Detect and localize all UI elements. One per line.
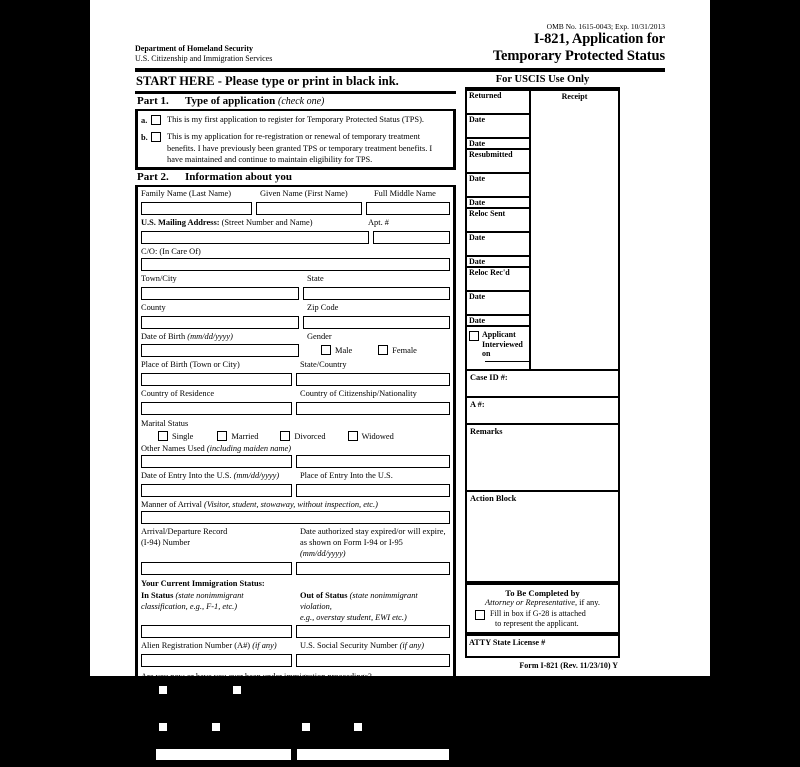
input-family-name[interactable] [141, 202, 252, 215]
label-alien-number-note: (if any) [252, 641, 277, 651]
proceedings-option-exclusion[interactable] [158, 722, 204, 732]
part1-option-b[interactable] [138, 128, 453, 167]
document-header [135, 22, 665, 65]
name-fields-row [138, 202, 453, 217]
marital-options [138, 430, 453, 443]
input-ssn[interactable] [296, 654, 450, 667]
form-sheet [135, 22, 665, 767]
label-receipt: Receipt [561, 92, 588, 102]
checkbox-no[interactable] [232, 685, 242, 695]
label-authorized-stay [300, 526, 450, 560]
checkbox-married[interactable] [217, 431, 227, 441]
option-a-text: This is my first application to register for Temporary Protected Status (TPS). [167, 115, 424, 125]
field-resubmitted[interactable]: Resubmitted [467, 150, 529, 174]
proceedings-option-yes[interactable] [158, 685, 184, 695]
label-female: Female [392, 345, 417, 355]
label-given-name: Given Name (First Name) [260, 188, 348, 198]
label-date-of-entry [141, 470, 296, 482]
receipt-column[interactable] [531, 91, 618, 369]
label-date-proceedings-format: (mm/dd/yyyy) [370, 735, 416, 745]
checkbox-yes[interactable] [158, 685, 168, 695]
label-current-status-title: Your Current Immigration Status: [141, 578, 265, 588]
label-yes: Yes [172, 685, 185, 695]
label-exclusion: Exclusion [172, 722, 204, 732]
country-fields [138, 402, 453, 417]
proceedings-option-removal[interactable] [211, 722, 294, 732]
input-state[interactable] [303, 287, 450, 300]
label-ssn [300, 640, 450, 652]
label-single: Single [172, 431, 194, 441]
checkbox-male[interactable] [321, 345, 331, 355]
label-other-names [138, 443, 453, 455]
marital-option-married[interactable] [217, 431, 258, 441]
checkbox-applicant-interviewed[interactable] [469, 331, 479, 341]
label-mailing-address [141, 217, 358, 229]
label-alien-number-text: Alien Registration Number (A#) [141, 641, 251, 651]
label-out-status-note1: (state nonimmigrant violation, [300, 590, 418, 611]
label-other-names-note: (including maiden name) [206, 444, 292, 454]
label-manner-note: (Visitor, student, stowaway, without inspection, etc.) [204, 500, 378, 510]
remarks-box[interactable] [465, 425, 620, 492]
part1-title: Type of application [185, 95, 276, 108]
field-reloc-recd-date-1[interactable]: Date [467, 292, 529, 316]
input-authorized-stay-date[interactable] [296, 562, 450, 575]
option-b-text: This is my application for re-registration or renewal of temporary treatment benefits. I have previously been granted TPS or temporary treatment benefits. I have maintained and continue to maintain eligibility for TPS. [167, 132, 433, 164]
label-county: County [141, 302, 166, 312]
case-id-box[interactable] [465, 371, 620, 398]
returned-receipt-split [467, 91, 618, 369]
checkbox-g28-attached[interactable] [475, 610, 485, 620]
marital-option-single[interactable] [158, 431, 193, 441]
label-authorized-line2-text: as shown on Form I-94 or I-95 [300, 537, 403, 547]
field-reloc-sent-date-1[interactable]: Date [467, 233, 529, 257]
label-a-number: A #: [470, 400, 485, 410]
applicant-interviewed-line1: Applicant [482, 330, 516, 340]
attorney-subtitle-italic: Attorney or Representative [485, 598, 575, 608]
input-county[interactable] [141, 316, 299, 329]
input-i94-number[interactable] [141, 562, 292, 575]
g28-label [490, 609, 586, 629]
county-zip-fields [138, 316, 453, 331]
label-in-status-note1: (state nonimmigrant [175, 590, 244, 600]
input-apt-number[interactable] [373, 231, 450, 244]
label-no: No [246, 685, 257, 695]
label-remarks: Remarks [470, 427, 503, 437]
town-state-fields [138, 287, 453, 302]
label-case-id: Case ID #: [470, 373, 508, 383]
label-removal-deportation: Removal/Deportation [225, 722, 295, 732]
field-reloc-sent[interactable]: Reloc Sent [467, 209, 529, 233]
gender-option-female[interactable] [378, 345, 417, 355]
label-mailing-address-note: (Street Number and Name) [221, 217, 313, 227]
attorney-title: To Be Completed by [505, 588, 580, 599]
action-block-box[interactable] [465, 492, 620, 583]
address-fields-row [138, 231, 453, 246]
input-in-status[interactable] [141, 625, 292, 638]
label-care-of: C/O: (In Care Of) [141, 246, 201, 256]
stamp-column [467, 91, 531, 369]
dob-gender-labels [138, 331, 453, 345]
option-a-letter: a. [141, 116, 148, 126]
care-of-field-row [138, 258, 453, 273]
input-care-of[interactable] [141, 258, 450, 271]
part2-title: Information about you [185, 170, 292, 183]
label-authorized-format: (mm/dd/yyyy) [300, 548, 346, 558]
label-divorced: Divorced [294, 431, 326, 441]
proceedings-option-judicial[interactable] [353, 722, 433, 732]
label-other-names-text: Other Names Used [141, 444, 205, 454]
form-title-line2: Temporary Protected Status [492, 48, 665, 65]
label-widowed: Widowed [361, 431, 394, 441]
label-in-status-note2: classification, e.g., F-1, etc.) [141, 601, 238, 611]
input-zip-code[interactable] [303, 316, 450, 329]
part1-number: Part 1. [137, 95, 169, 108]
label-date-entry-text: Date of Entry Into the U.S. [141, 471, 232, 481]
label-manner-of-arrival [138, 499, 453, 511]
label-state-country: State/Country [300, 360, 347, 370]
proceedings-option-recission[interactable] [301, 722, 346, 732]
label-state: State [307, 273, 324, 283]
input-date-of-entry[interactable] [141, 484, 292, 497]
label-manner-text: Manner of Arrival [141, 500, 202, 510]
input-date-of-proceedings[interactable] [296, 748, 450, 761]
anum-ssn-labels [138, 640, 453, 654]
part1-option-a[interactable] [138, 111, 453, 128]
right-column [465, 73, 620, 767]
town-state-labels [138, 273, 453, 287]
omb-number: OMB No. 1615-0043; Exp. 10/31/2013 [546, 22, 665, 31]
checkbox-divorced[interactable] [280, 431, 290, 441]
label-place-of-birth: Place of Birth (Town or City) [141, 360, 240, 370]
title-block [493, 22, 665, 65]
checkbox-removal-deportation[interactable] [211, 722, 221, 732]
part2-body [135, 187, 456, 767]
label-recission: Recission [315, 722, 347, 732]
header-rule [135, 68, 665, 72]
checkbox-judicial-proceedings[interactable] [353, 722, 363, 732]
input-out-status[interactable] [296, 625, 450, 638]
checkbox-first-application[interactable] [151, 115, 161, 125]
label-country-residence: Country of Residence [141, 389, 215, 399]
g28-line2: to represent the applicant. [495, 619, 579, 629]
dob-gender-fields [138, 344, 453, 359]
input-alien-number[interactable] [141, 654, 292, 667]
checkbox-recission[interactable] [301, 722, 311, 732]
input-street-address[interactable] [141, 231, 369, 244]
proceedings-type-options [138, 721, 453, 734]
label-mailing-address-bold: U.S. Mailing Address: [141, 217, 220, 227]
label-in-status-line1 [141, 591, 296, 602]
input-town-city[interactable] [141, 287, 299, 300]
label-town-city: Town/City [141, 273, 177, 283]
option-b-letter: b. [141, 133, 148, 143]
label-dob-format: (mm/dd/yyyy) [187, 331, 233, 341]
part1-body [135, 111, 456, 167]
part1-note: (check one) [278, 96, 325, 108]
name-labels-row [138, 187, 453, 202]
part1-banner [135, 94, 456, 111]
county-zip-labels [138, 302, 453, 316]
marital-option-divorced[interactable] [280, 431, 325, 441]
field-reloc-sent-date-2[interactable]: Date [467, 257, 529, 268]
input-state-country[interactable] [296, 373, 450, 386]
anum-ssn-fields [138, 654, 453, 669]
label-i94-line1: Arrival/Departure Record [141, 526, 228, 536]
proceedings-yesno [138, 683, 453, 697]
label-in-status-text: In Status [141, 590, 174, 600]
uscis-use-only-title: For USCIS Use Only [465, 73, 620, 89]
label-gender: Gender [307, 331, 332, 341]
label-married: Married [231, 431, 259, 441]
input-given-name[interactable] [256, 202, 362, 215]
other-names-fields [138, 455, 453, 470]
input-country-residence[interactable] [141, 402, 292, 415]
label-type-of-proceedings: Type of proceedings: [152, 710, 223, 720]
entry-fields [138, 484, 453, 499]
input-other-names-1[interactable] [141, 455, 292, 468]
address-labels-row [138, 217, 453, 231]
country-labels [138, 388, 453, 402]
field-returned-date-1[interactable]: Date [467, 115, 529, 139]
body-columns [135, 73, 665, 767]
label-marital-status: Marital Status [141, 419, 189, 429]
status-fields [138, 625, 453, 640]
attorney-subtitle-rest: , if any. [574, 598, 600, 608]
g28-line1: Fill in box if G-28 is attached [490, 609, 586, 619]
label-date-proceedings-text: Date of Proceedings [300, 735, 368, 745]
attorney-subtitle [467, 598, 618, 609]
entry-labels [138, 470, 453, 484]
label-i94-line2: (I-94) Number [141, 537, 191, 547]
agency-name: Department of Homeland Security [135, 43, 253, 53]
input-middle-name[interactable] [366, 202, 450, 215]
g28-option[interactable] [467, 609, 618, 632]
label-ssn-note: (if any) [399, 641, 424, 651]
gender-options [303, 344, 450, 355]
interview-date-rule[interactable] [485, 360, 531, 362]
marital-option-widowed[interactable] [348, 431, 394, 441]
label-i94 [141, 526, 296, 560]
field-resubmitted-date-2[interactable]: Date [467, 198, 529, 209]
status-labels [138, 590, 453, 626]
agency-subname: U.S. Citizenship and Immigration Services [135, 54, 273, 64]
label-action-block: Action Block [470, 494, 517, 504]
label-place-of-entry: Place of Entry Into the U.S. [300, 471, 393, 481]
proceedings-option-no[interactable] [232, 685, 256, 695]
label-proceedings-question: Are you now or have you ever been under immigration proceedings? [141, 672, 372, 682]
field-reloc-recd[interactable]: Reloc Rec'd [467, 268, 529, 292]
gender-option-male[interactable] [321, 345, 352, 355]
part2-banner [135, 167, 456, 187]
input-other-names-2[interactable] [296, 455, 450, 468]
field-returned[interactable]: Returned [467, 91, 529, 115]
applicant-interviewed-block[interactable] [467, 327, 529, 369]
checkbox-re-registration[interactable] [151, 132, 161, 142]
label-judicial-proceedings: Judicial Proceedings [367, 722, 434, 732]
left-column [135, 73, 456, 767]
proceedings-detail-fields [138, 748, 453, 764]
start-here-banner: START HERE - Please type or print in black ink. [135, 73, 456, 94]
input-location-of-proceedings[interactable] [155, 748, 292, 761]
i94-fields [138, 562, 453, 577]
applicant-interviewed-label [482, 330, 524, 358]
input-place-of-birth[interactable] [141, 373, 292, 386]
field-reloc-recd-date-2[interactable]: Date [467, 316, 529, 327]
uscis-use-only-box [465, 89, 620, 371]
atty-license-box[interactable] [465, 634, 620, 658]
label-in-status [141, 590, 296, 624]
input-date-of-birth[interactable] [141, 344, 299, 357]
field-returned-date-2[interactable]: Date [467, 139, 529, 150]
attorney-box [465, 583, 620, 634]
label-dob-text: Date of Birth [141, 331, 186, 341]
label-apt: Apt. # [368, 217, 389, 227]
input-country-citizenship[interactable] [296, 402, 450, 415]
label-authorized-line1: Date authorized stay expired/or will expire, [300, 526, 446, 536]
applicant-interviewed-line2: Interviewed [482, 339, 523, 349]
label-location-proceedings: Location of Proceedings [155, 735, 237, 745]
label-if-yes: If you answered "Yes" to the above question, provide the following information. [141, 698, 411, 708]
checkbox-widowed[interactable] [348, 431, 358, 441]
label-male: Male [335, 345, 353, 355]
agency-block [135, 44, 272, 66]
label-alien-number [141, 640, 296, 652]
pob-labels [138, 359, 453, 373]
label-date-entry-format: (mm/dd/yyyy) [233, 471, 280, 481]
label-zip-code: Zip Code [307, 302, 339, 312]
field-resubmitted-date-1[interactable]: Date [467, 174, 529, 198]
label-out-status [300, 590, 450, 624]
pob-fields [138, 373, 453, 388]
a-number-box[interactable] [465, 398, 620, 425]
manner-field-row [138, 511, 453, 526]
label-middle-name: Full Middle Name [374, 188, 436, 198]
label-out-status-line1 [300, 591, 450, 613]
label-family-name: Family Name (Last Name) [141, 188, 232, 198]
label-date-of-birth [141, 331, 303, 343]
label-out-status-text: Out of Status [300, 590, 348, 600]
form-title-line1: I-821, Application for [533, 31, 665, 47]
label-atty-license: ATTY State License # [469, 637, 546, 647]
part2-number: Part 2. [137, 170, 169, 183]
checkbox-female[interactable] [378, 345, 388, 355]
label-out-status-note2: e.g., overstay student, EWI etc.) [300, 612, 407, 622]
applicant-interviewed-line3: on [482, 349, 491, 359]
label-date-proceedings [300, 734, 450, 746]
form-number: Form I-821 (Rev. 11/23/10) Y [519, 660, 618, 670]
checkbox-single[interactable] [158, 431, 168, 441]
proceedings-detail-labels [138, 734, 453, 748]
label-authorized-line2 [300, 538, 450, 560]
label-country-citizenship: Country of Citizenship/Nationality [300, 389, 417, 399]
form-page [90, 0, 710, 745]
input-manner-of-arrival[interactable] [141, 511, 450, 524]
input-place-of-entry[interactable] [296, 484, 450, 497]
label-ssn-text: U.S. Social Security Number [300, 641, 398, 651]
checkbox-exclusion[interactable] [158, 722, 168, 732]
i94-labels [138, 526, 453, 562]
